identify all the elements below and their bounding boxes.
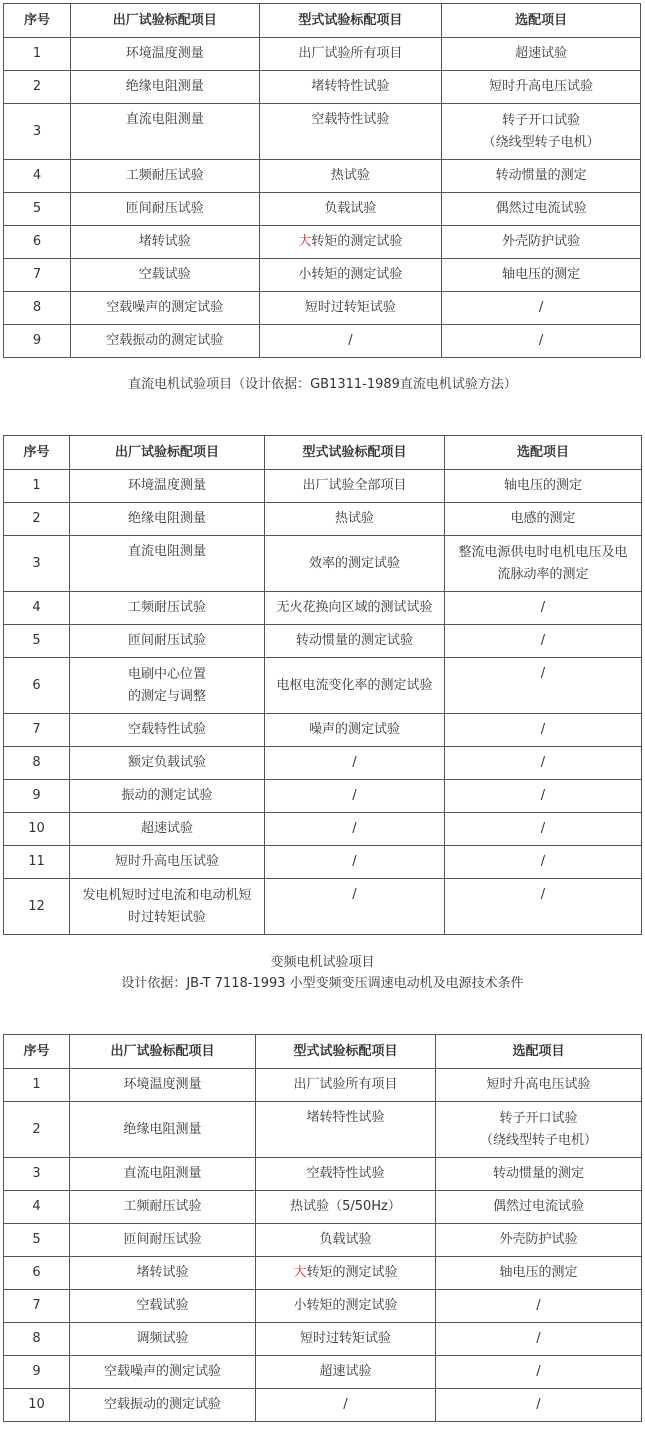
- optional-test-cell: /: [445, 846, 642, 879]
- type-test-cell: [256, 1191, 436, 1224]
- table-row: [4, 292, 641, 325]
- factory-test-cell: 空载噪声的测定试验: [70, 1356, 256, 1389]
- type-test-text: 堵转特性试验: [306, 1110, 385, 1125]
- type-test-cell: 无火花换向区域的测试试验: [265, 592, 445, 625]
- table-row: [4, 1191, 642, 1224]
- optional-test-cell: /: [445, 592, 642, 625]
- vfd-motor-test-table: [3, 1034, 642, 1422]
- table-row: [4, 1102, 642, 1158]
- row-number: 8: [4, 747, 70, 780]
- table-row: [4, 325, 641, 358]
- factory-test-cell: 空载特性试验: [70, 714, 265, 747]
- table-row: [4, 1069, 642, 1102]
- row-number: 8: [4, 1323, 70, 1356]
- header-optional: 选配项目: [445, 436, 642, 470]
- optional-test-line1: 转子开口试验: [499, 1110, 578, 1126]
- row-number: 3: [4, 536, 70, 592]
- type-test-cell: [256, 1224, 436, 1257]
- row-number: 9: [4, 1356, 70, 1389]
- factory-test-cell: 直流电阻测量: [70, 1158, 256, 1191]
- header-type: 型式试验标配项目: [259, 4, 442, 38]
- factory-test-cell: 工频耐压试验: [70, 592, 265, 625]
- row-number: 5: [4, 1224, 70, 1257]
- row-number: 6: [4, 658, 70, 714]
- table-row: [4, 813, 642, 846]
- type-test-cell: [259, 259, 442, 292]
- type-test-cell: [256, 1290, 436, 1323]
- optional-test-line2: （绕线型转子电机）: [479, 1132, 597, 1148]
- row-number: 11: [4, 846, 70, 879]
- factory-test-cell: 超速试验: [70, 813, 265, 846]
- optional-test-cell: 转动惯量的测定: [442, 160, 641, 193]
- row-number: 7: [4, 1290, 70, 1323]
- row-number: 7: [4, 259, 71, 292]
- row-number: 7: [4, 714, 70, 747]
- type-test-cell: [256, 1323, 436, 1356]
- factory-test-cell: 工频耐压试验: [70, 1191, 256, 1224]
- table-row: [4, 747, 642, 780]
- optional-test-cell: [442, 104, 641, 160]
- factory-test-cell: 调频试验: [70, 1323, 256, 1356]
- type-test-text: 转矩的测定试验: [306, 1265, 398, 1280]
- optional-test-cell: /: [436, 1323, 642, 1356]
- table-row: [4, 879, 642, 935]
- table-row: [4, 259, 641, 292]
- row-number: 9: [4, 780, 70, 813]
- factory-test-cell: 绝缘电阻测量: [70, 1102, 256, 1158]
- type-test-cell: [256, 1102, 436, 1158]
- table-row: [4, 226, 641, 259]
- table-row: [4, 1356, 642, 1389]
- type-test-cell: 热试验: [265, 503, 445, 536]
- header-no: 序号: [4, 1035, 70, 1069]
- optional-test-line2: （绕线型转子电机）: [482, 134, 600, 150]
- header-factory: 出厂试验标配项目: [70, 436, 265, 470]
- optional-test-cell: /: [445, 625, 642, 658]
- header-optional: 选配项目: [442, 4, 641, 38]
- factory-test-cell: 匝间耐压试验: [70, 625, 265, 658]
- type-test-cell: [259, 292, 442, 325]
- table-header-row: [4, 4, 641, 38]
- optional-test-cell: 偶然过电流试验: [436, 1191, 642, 1224]
- type-test-text: 负载试验: [324, 201, 377, 216]
- row-number: 10: [4, 813, 70, 846]
- table-row: [4, 470, 642, 503]
- table-row: [4, 1323, 642, 1356]
- type-test-text: 转矩的测定试验: [311, 234, 403, 249]
- row-number: 1: [4, 470, 70, 503]
- type-test-cell: [259, 71, 442, 104]
- row-number: 5: [4, 625, 70, 658]
- type-test-cell: [259, 226, 442, 259]
- type-test-cell: /: [265, 747, 445, 780]
- factory-test-cell: 绝缘电阻测量: [70, 503, 265, 536]
- row-number: 3: [4, 104, 71, 160]
- header-no: 序号: [4, 4, 71, 38]
- dc-motor-test-table: [3, 435, 642, 935]
- factory-test-cell: 环境温度测量: [70, 1069, 256, 1102]
- factory-test-cell: 空载噪声的测定试验: [70, 292, 259, 325]
- table-header-row: [4, 436, 642, 470]
- optional-test-line2: 流脉动率的测定: [497, 566, 589, 582]
- optional-test-cell: /: [436, 1389, 642, 1422]
- optional-test-cell: /: [442, 325, 641, 358]
- factory-test-cell: 振动的测定试验: [70, 780, 265, 813]
- vfd-caption-title: 变频电机试验项目: [270, 955, 375, 970]
- type-test-cell: [256, 1069, 436, 1102]
- type-test-text: 出厂试验所有项目: [298, 46, 403, 61]
- table-row: [4, 1257, 642, 1290]
- optional-test-cell: 偶然过电流试验: [442, 193, 641, 226]
- optional-test-cell: 外壳防护试验: [442, 226, 641, 259]
- table-row: [4, 714, 642, 747]
- factory-test-line1: 发电机短时过电流和电动机短: [82, 887, 252, 903]
- highlight-char: 大: [293, 1265, 307, 1280]
- optional-test-cell: [445, 536, 642, 592]
- type-test-cell: [259, 104, 442, 160]
- type-test-text: 热试验（5/50Hz）: [290, 1199, 401, 1214]
- type-test-text: 小转矩的测定试验: [293, 1298, 398, 1313]
- type-test-cell: /: [265, 846, 445, 879]
- type-test-text: 负载试验: [319, 1232, 372, 1247]
- table-row: [4, 1224, 642, 1257]
- table-row: [4, 658, 642, 714]
- row-number: 9: [4, 325, 71, 358]
- table-row: [4, 1389, 642, 1422]
- optional-test-cell: /: [442, 292, 641, 325]
- factory-test-cell: 额定负载试验: [70, 747, 265, 780]
- row-number: 12: [4, 879, 70, 935]
- factory-test-cell: [70, 658, 265, 714]
- optional-test-cell: /: [436, 1290, 642, 1323]
- optional-test-line1: 转子开口试验: [502, 112, 581, 128]
- dc-motor-caption: 直流电机试验项目（设计依据：GB1311-1989直流电机试验方法）: [128, 377, 517, 392]
- vfd-motor-caption: [0, 952, 645, 994]
- optional-test-cell: 短时升高电压试验: [442, 71, 641, 104]
- type-test-cell: 效率的测定试验: [265, 536, 445, 592]
- factory-test-line1: 电刷中心位置: [127, 666, 206, 682]
- optional-test-cell: 轴电压的测定: [442, 259, 641, 292]
- type-test-text: 小转矩的测定试验: [298, 267, 403, 282]
- row-number: 2: [4, 71, 71, 104]
- type-test-cell: 电枢电流变化率的测定试验: [265, 658, 445, 714]
- row-number: 3: [4, 1158, 70, 1191]
- factory-test-cell: 环境温度测量: [70, 38, 259, 71]
- row-number: 1: [4, 38, 71, 71]
- table-row: [4, 193, 641, 226]
- type-test-text: 堵转特性试验: [311, 79, 390, 94]
- optional-test-cell: 转动惯量的测定: [436, 1158, 642, 1191]
- type-test-text: 热试验: [330, 168, 370, 183]
- type-test-text: 空载特性试验: [306, 1166, 385, 1181]
- optional-test-cell: 电感的测定: [445, 503, 642, 536]
- row-number: 2: [4, 1102, 70, 1158]
- type-test-text: 短时过转矩试验: [299, 1331, 391, 1346]
- type-test-cell: [259, 193, 442, 226]
- type-test-cell: 噪声的测定试验: [265, 714, 445, 747]
- table-row: [4, 1290, 642, 1323]
- optional-test-cell: [436, 1102, 642, 1158]
- row-number: 4: [4, 160, 71, 193]
- optional-test-cell: /: [445, 813, 642, 846]
- table-row: [4, 503, 642, 536]
- table-row: [4, 592, 642, 625]
- factory-test-cell: 空载振动的测定试验: [70, 325, 259, 358]
- type-test-cell: [256, 1257, 436, 1290]
- factory-test-cell: 匝间耐压试验: [70, 1224, 256, 1257]
- optional-test-line1: 整流电源供电时电机电压及电: [458, 544, 628, 560]
- row-number: 8: [4, 292, 71, 325]
- type-test-cell: [256, 1158, 436, 1191]
- type-test-cell: 转动惯量的测定试验: [265, 625, 445, 658]
- type-test-text: /: [343, 1397, 348, 1412]
- table-row: [4, 1158, 642, 1191]
- type-test-cell: /: [265, 813, 445, 846]
- type-test-cell: [259, 38, 442, 71]
- header-optional: 选配项目: [436, 1035, 642, 1069]
- factory-test-cell: 绝缘电阻测量: [70, 71, 259, 104]
- factory-test-cell: 空载振动的测定试验: [70, 1389, 256, 1422]
- optional-test-cell: /: [445, 714, 642, 747]
- header-type: 型式试验标配项目: [265, 436, 445, 470]
- type-test-cell: /: [265, 780, 445, 813]
- table-header-row: [4, 1035, 642, 1069]
- optional-test-cell: /: [445, 780, 642, 813]
- induction-motor-test-table: [3, 3, 641, 358]
- optional-test-cell: 外壳防护试验: [436, 1224, 642, 1257]
- vfd-caption-basis: 设计依据：JB-T 7118-1993 小型变频变压调速电动机及电源技术条件: [121, 976, 524, 991]
- optional-test-cell: /: [445, 879, 642, 935]
- row-number: 1: [4, 1069, 70, 1102]
- optional-test-cell: /: [436, 1356, 642, 1389]
- type-test-text: /: [348, 333, 353, 348]
- highlight-char: 大: [298, 234, 312, 249]
- factory-test-line2: 的测定与调整: [127, 688, 206, 704]
- factory-test-cell: 直流电阻测量: [70, 104, 259, 160]
- header-factory: 出厂试验标配项目: [70, 4, 259, 38]
- factory-test-cell: 匝间耐压试验: [70, 193, 259, 226]
- type-test-cell: [256, 1356, 436, 1389]
- table-row: [4, 625, 642, 658]
- factory-test-cell: 堵转试验: [70, 226, 259, 259]
- optional-test-cell: /: [445, 658, 642, 714]
- factory-test-cell: 工频耐压试验: [70, 160, 259, 193]
- table-row: [4, 536, 642, 592]
- table-row: [4, 160, 641, 193]
- optional-test-cell: 轴电压的测定: [436, 1257, 642, 1290]
- type-test-text: 短时过转矩试验: [304, 300, 396, 315]
- type-test-cell: [256, 1389, 436, 1422]
- factory-test-line2: 时过转矩试验: [127, 909, 206, 925]
- factory-test-cell: 空载试验: [70, 259, 259, 292]
- type-test-cell: /: [265, 879, 445, 935]
- row-number: 6: [4, 226, 71, 259]
- factory-test-cell: 环境温度测量: [70, 470, 265, 503]
- table-row: [4, 71, 641, 104]
- optional-test-cell: 超速试验: [442, 38, 641, 71]
- type-test-text: 超速试验: [319, 1364, 372, 1379]
- optional-test-cell: 轴电压的测定: [445, 470, 642, 503]
- header-factory: 出厂试验标配项目: [70, 1035, 256, 1069]
- type-test-cell: 出厂试验全部项目: [265, 470, 445, 503]
- table-row: [4, 846, 642, 879]
- type-test-text: 出厂试验所有项目: [293, 1077, 398, 1092]
- optional-test-cell: 短时升高电压试验: [436, 1069, 642, 1102]
- row-number: 5: [4, 193, 71, 226]
- factory-test-cell: 短时升高电压试验: [70, 846, 265, 879]
- table-row: [4, 104, 641, 160]
- optional-test-cell: /: [445, 747, 642, 780]
- type-test-text: 空载特性试验: [311, 112, 390, 127]
- header-no: 序号: [4, 436, 70, 470]
- type-test-cell: [259, 325, 442, 358]
- factory-test-cell: 堵转试验: [70, 1257, 256, 1290]
- factory-test-cell: 直流电阻测量: [70, 536, 265, 592]
- factory-test-cell: [70, 879, 265, 935]
- row-number: 6: [4, 1257, 70, 1290]
- row-number: 4: [4, 1191, 70, 1224]
- row-number: 4: [4, 592, 70, 625]
- row-number: 2: [4, 503, 70, 536]
- type-test-cell: [259, 160, 442, 193]
- table-row: [4, 38, 641, 71]
- factory-test-cell: 空载试验: [70, 1290, 256, 1323]
- row-number: 10: [4, 1389, 70, 1422]
- header-type: 型式试验标配项目: [256, 1035, 436, 1069]
- table-row: [4, 780, 642, 813]
